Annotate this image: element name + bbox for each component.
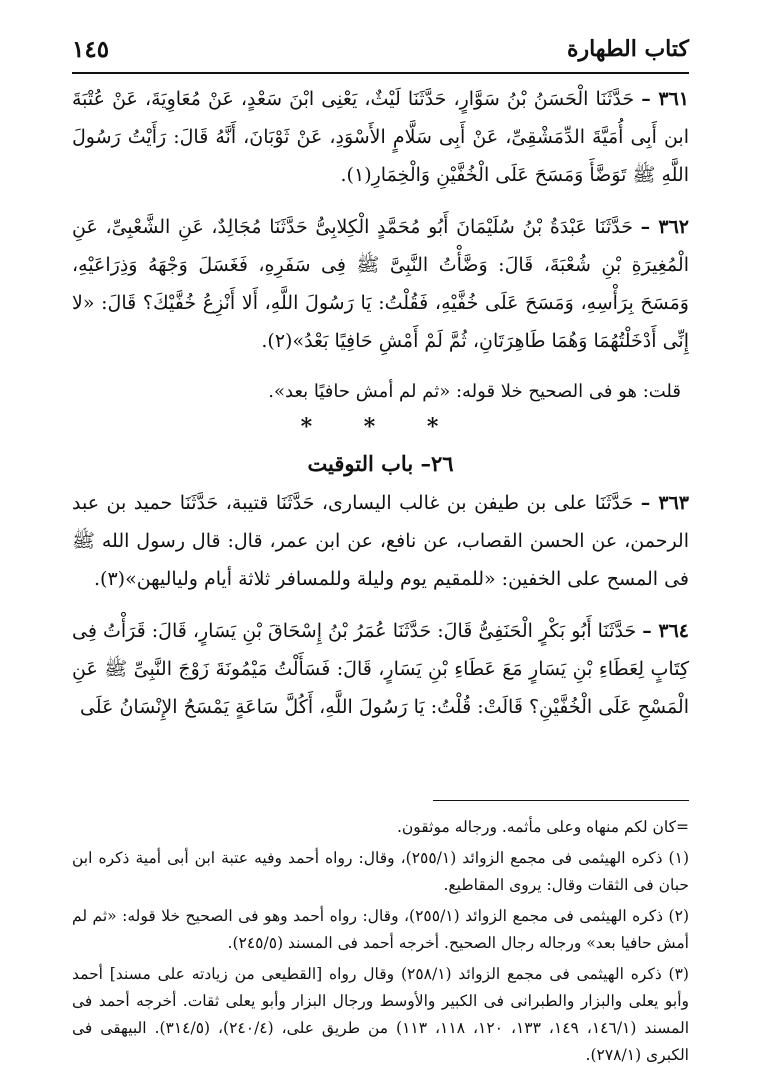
- hadith-text: حَدَّثَنَا أَبُو بَكْرٍ الْحَنَفِىُّ قَالَ: حَدَّثَنَا عُمَرُ بْنُ إِسْحَاقَ بْنِ يَسَارٍ، قَالَ: قَرَأْتُ فِى كِتَابٍ لِعَطَاءِ بْنِ يَسَارٍ مَعَ عَطَاءِ بْنِ يَسَارٍ، قَالَ: فَسَأَلْتُ مَيْمُونَةَ زَوْجَ النَّبِىِّ ﷺ عَنِ الْمَسْحِ عَلَى الْخُفَّيْنِ؟ قَالَتْ: قُلْتُ: يَا رَسُولَ اللَّهِ، أَكُلَّ سَاعَةٍ يَمْسَحُ الإِنْسَانُ عَلَى: [72, 620, 689, 718]
- footnotes: [72, 814, 689, 1073]
- book-title: كتاب الطهارة: [566, 36, 689, 62]
- author-note: قلت: هو فى الصحيح خلا قوله: «ثم لم أمش حافيًا بعد».: [268, 381, 681, 402]
- spacer: [72, 598, 689, 612]
- page-header: [72, 26, 689, 72]
- footnote-2: (٢) ذكره الهيثمى فى مجمع الزوائد (٢٥٥/١)، وقال: رواه أحمد وهو فى الصحيح خلا قوله: «ثم لم أمش حافيا بعد» ورجاله رجال الصحيح. أخرجه أحمد فى المسند (٢٤٥/٥).: [72, 907, 689, 952]
- spacer: [72, 194, 689, 208]
- hadith-text: حَدَّثَنَا عَبْدَةُ بْنُ سُلَيْمَانَ أَبُو مُحَمَّدٍ الْكِلابِىُّ حَدَّثَنَا مُجَالِدٌ، عَنِ الشَّعْبِىِّ، عَنِ الْمُغِيرَةِ بْنِ شُعْبَةَ، قَالَ: وَضَّأْتُ النَّبِىَّ ﷺ فِى سَفَرِهِ، فَغَسَلَ وَجْهَهُ وَذِرَاعَيْهِ، وَمَسَحَ بِرَأْسِهِ، وَمَسَحَ عَلَى خُفَّيْهِ، فَقُلْتُ: يَا رَسُولَ اللَّهِ، أَلا أَنْزِعُ خُفَّيْكَ؟ قَالَ: «لا إِنِّى أَدْخَلْتُهُمَا وَهُمَا طَاهِرَتَانِ، ثُمَّ لَمْ أَمْشِ حَافِيًا بَعْدُ»(٢).: [72, 216, 689, 352]
- footnote-1: (١) ذكره الهيثمى فى مجمع الزوائد (٢٥٥/١)، وقال: رواه أحمد وفيه عتبة ابن أبى أمية ذكره ابن حبان فى الثقات وقال: يروى المقاطيع.: [72, 849, 689, 894]
- hadith-number: ٣٦١ –: [641, 88, 689, 110]
- footnote-rule: [433, 800, 689, 801]
- hadith-number: ٣٦٢ –: [640, 216, 690, 238]
- hadith-number: ٣٦٣ –: [640, 492, 689, 514]
- header-rule: [72, 72, 689, 74]
- spacer: [72, 360, 689, 374]
- chapter-title: ٢٦– باب التوقيت: [307, 451, 454, 476]
- hadith-text: حَدَّثَنَا على بن طيفن بن غالب اليسارى، حَدَّثَنَا قتيبة، حَدَّثَنَا حميد بن عبد الرحمن، عن الحسن القصاب، عن نافع، عن ابن عمر، قال: قال رسول الله ﷺ فى المسح على الخفين: «للمقيم يوم وليلة وللمسافر ثلاثة أيام ولياليهن»(٣).: [72, 492, 689, 590]
- hadith-number: ٣٦٤ –: [642, 620, 689, 642]
- footnote-continuation: =كان لكم منهاه وعلى مأثمه. ورجاله موثقون.: [396, 818, 689, 836]
- footnote-3: (٣) ذكره الهيثمى فى مجمع الزوائد (٢٥٨/١) وقال رواه [القطيعى من زيادته على مسند] أحمد وأبو يعلى والبزار والطبرانى فى الكبير والأوسط ورجال البزار وأبو يعلى ثقات. أخرجه أحمد فى المسند (١٤٦/١، ١٤٩، ١٣٣، ١٢٠، ١١٨، ١١٣) من طريق على، (٢٤٠/٤)، (٣١٤/٥). البيهقى فى الكبرى (٢٧٨/١).: [72, 965, 690, 1064]
- hadith-364: [72, 612, 689, 726]
- main-text: [72, 80, 689, 726]
- hadith-362: [72, 208, 689, 360]
- hadith-361: [72, 80, 689, 194]
- hadith-text: حَدَّثَنَا الْحَسَنُ بْنُ سَوَّارٍ، حَدَّثَنَا لَيْثٌ، يَعْنِى ابْنَ سَعْدٍ، عَنْ مُعَاوِيَةَ، عَنْ عُتْبَةَ ابن أَبِى أُمَيَّةَ الدِّمَشْقِىِّ، عَنْ أَبِى سَلَّامٍ الأَسْوَدِ، عَنْ ثَوْبَانَ، أَنَّهُ قَالَ: رَأَيْتُ رَسُولَ اللَّهِ ﷺ تَوَضَّأَ وَمَسَحَ عَلَى الْخُفَّيْنِ وَالْخِمَارِ(١).: [72, 88, 689, 186]
- page-number: ١٤٥: [72, 35, 110, 63]
- section-separator: * * *: [300, 414, 461, 440]
- hadith-363: [72, 484, 689, 598]
